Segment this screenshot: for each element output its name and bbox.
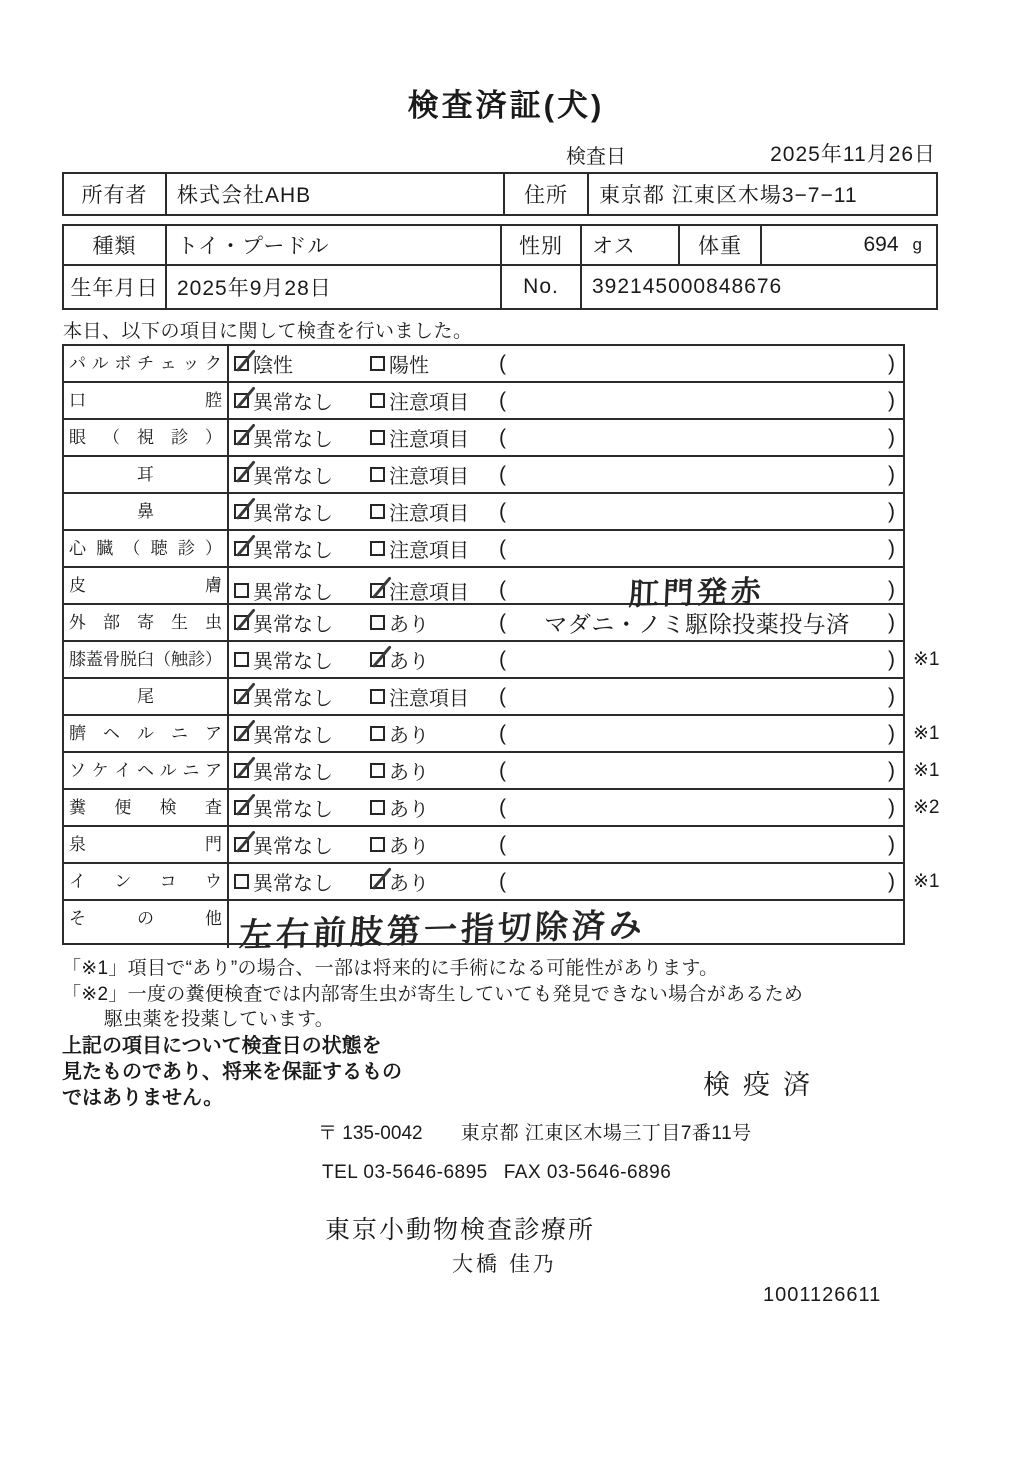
checkbox-2[interactable] xyxy=(370,652,385,667)
item-label: 膝蓋骨脱臼（触診） xyxy=(64,642,229,677)
footnote-mark xyxy=(905,420,949,455)
option-2-label: あり xyxy=(389,651,429,673)
option-2-label: 注意項目 xyxy=(389,392,469,414)
option-2-label: 注意項目 xyxy=(389,688,469,710)
option-2[interactable] xyxy=(365,864,495,899)
option-1-label: 陰性 xyxy=(253,355,293,377)
checklist-row xyxy=(64,383,903,420)
postal-code: 〒 135-0042 xyxy=(318,1123,423,1144)
weight-number: 694 xyxy=(863,233,899,256)
option-1[interactable] xyxy=(229,679,365,714)
exam-date-label: 検査日 xyxy=(566,146,626,168)
checkbox-1[interactable] xyxy=(234,467,249,482)
checkbox-2[interactable] xyxy=(370,726,385,741)
checkbox-1[interactable] xyxy=(234,837,249,852)
checkbox-1[interactable] xyxy=(234,430,249,445)
checkbox-2[interactable] xyxy=(370,615,385,630)
option-1[interactable] xyxy=(229,531,365,566)
open-paren: ( xyxy=(499,832,506,856)
checkbox-1[interactable] xyxy=(234,504,249,519)
option-1[interactable] xyxy=(229,494,365,529)
item-label: 糞 便 検 査 xyxy=(64,790,229,825)
option-2-label: 注意項目 xyxy=(389,540,469,562)
owner-name: 株式会社AHB xyxy=(167,174,505,214)
disclaimer-line-2: 見たものであり、将来を保証するもの xyxy=(62,1061,402,1083)
owner-row xyxy=(64,174,936,214)
item-label: 皮 膚 xyxy=(64,568,229,612)
owner-label: 所有者 xyxy=(64,174,167,214)
remarks-field[interactable] xyxy=(495,605,903,640)
checklist-row xyxy=(64,679,903,716)
checkbox-2[interactable] xyxy=(370,800,385,815)
item-label: 外 部 寄 生 虫 xyxy=(64,605,229,640)
option-2-label: あり xyxy=(389,725,429,747)
weight-label: 体重 xyxy=(680,226,762,264)
checkbox-2[interactable] xyxy=(370,689,385,704)
no-value: 392145000848676 xyxy=(592,275,783,298)
remarks-field[interactable] xyxy=(495,827,903,862)
footnote-mark: ※1 xyxy=(913,760,940,781)
option-1[interactable] xyxy=(229,383,365,418)
item-label: 心 臓 （ 聴 診 ） xyxy=(64,531,229,566)
open-paren: ( xyxy=(499,647,506,671)
checklist-row xyxy=(64,346,903,383)
option-2-label: あり xyxy=(389,614,429,636)
open-paren: ( xyxy=(499,351,506,375)
item-label: 耳 xyxy=(64,457,229,492)
option-1[interactable] xyxy=(229,790,365,825)
remarks-field[interactable] xyxy=(495,679,903,714)
checklist-row xyxy=(64,716,940,753)
checkbox-2[interactable] xyxy=(370,467,385,482)
open-paren: ( xyxy=(499,578,506,601)
checkbox-2[interactable] xyxy=(370,583,385,598)
remarks-field[interactable] xyxy=(495,457,903,492)
checkbox-1[interactable] xyxy=(234,652,249,667)
item-label: 泉 門 xyxy=(64,827,229,862)
birth-row xyxy=(64,266,936,308)
owner-address: 東京都 江東区木場3−7−11 xyxy=(599,184,858,207)
checkbox-1[interactable] xyxy=(234,689,249,704)
option-2-label: 陽性 xyxy=(389,355,429,377)
remarks-field[interactable] xyxy=(495,531,903,566)
checkbox-1[interactable] xyxy=(234,583,249,598)
footnote-2-cont: 駆虫薬を投薬しています。 xyxy=(104,1009,335,1030)
option-2[interactable] xyxy=(365,605,495,640)
remarks-text: 肛門発赤 xyxy=(628,575,766,612)
footnote-mark: ※2 xyxy=(913,797,940,818)
close-paren: ) xyxy=(888,499,895,523)
remarks-field[interactable] xyxy=(495,383,903,418)
footnote-mark xyxy=(905,531,949,566)
option-1-label: 異常なし xyxy=(253,503,333,525)
option-1[interactable] xyxy=(229,605,365,640)
option-2-label: あり xyxy=(389,799,429,821)
option-1-label: 異常なし xyxy=(253,762,333,784)
breed-row xyxy=(64,226,936,266)
item-label: ソ ケ イ ヘ ル ニ ア xyxy=(64,753,229,788)
open-paren: ( xyxy=(499,721,506,745)
item-label: 眼 （ 視 診 ） xyxy=(64,420,229,455)
option-2-label: あり xyxy=(389,836,429,858)
option-1[interactable] xyxy=(229,753,365,788)
option-1[interactable] xyxy=(229,457,365,492)
clinic-fax: FAX 03-5646-6896 xyxy=(503,1162,672,1183)
pet-info-table xyxy=(62,224,938,310)
option-1[interactable] xyxy=(229,827,365,862)
birth-value: 2025年9月28日 xyxy=(167,266,502,308)
exam-date-value: 2025年11月26日 xyxy=(770,143,936,166)
option-2[interactable] xyxy=(365,531,495,566)
checkbox-2[interactable] xyxy=(370,541,385,556)
breed-value: トイ・プードル xyxy=(167,226,502,264)
option-2-label: 注意項目 xyxy=(389,503,469,525)
checkbox-2[interactable] xyxy=(370,430,385,445)
serial-number: 1001126611 xyxy=(763,1284,882,1306)
checkbox-2[interactable] xyxy=(370,393,385,408)
close-paren: ) xyxy=(888,578,895,601)
option-2[interactable] xyxy=(365,753,495,788)
remarks-field[interactable] xyxy=(495,346,903,381)
close-paren: ) xyxy=(888,351,895,375)
footnote-mark xyxy=(905,605,949,640)
option-1-label: 異常なし xyxy=(253,873,333,895)
item-label: 口 腔 xyxy=(64,383,229,418)
open-paren: ( xyxy=(499,684,506,708)
quarantine-stamp: 検疫済 xyxy=(703,1070,823,1100)
option-1-label: 異常なし xyxy=(253,429,333,451)
disclaimer-line-3: ではありません。 xyxy=(62,1087,224,1109)
option-2[interactable] xyxy=(365,642,495,677)
other-row xyxy=(64,901,903,954)
checkbox-2[interactable] xyxy=(370,874,385,889)
checklist-row xyxy=(64,827,903,864)
page-title: 検査済証(犬) xyxy=(407,88,605,123)
sex-label: 性別 xyxy=(502,226,582,264)
checkbox-1[interactable] xyxy=(234,726,249,741)
checklist-row xyxy=(64,531,903,568)
option-1[interactable] xyxy=(229,716,365,751)
close-paren: ) xyxy=(888,462,895,486)
open-paren: ( xyxy=(499,758,506,782)
item-label: パ ル ボ チ ェ ッ ク xyxy=(64,346,229,381)
no-label: No. xyxy=(502,266,582,308)
checklist-row xyxy=(64,605,903,642)
close-paren: ) xyxy=(888,721,895,745)
birth-label: 生年月日 xyxy=(64,266,167,308)
close-paren: ) xyxy=(888,684,895,708)
remarks-field[interactable] xyxy=(495,420,903,455)
remarks-field[interactable] xyxy=(495,494,903,529)
owner-table xyxy=(62,172,938,216)
breed-label: 種類 xyxy=(64,226,167,264)
checkbox-1[interactable] xyxy=(234,800,249,815)
item-label: そ の 他 xyxy=(64,901,229,948)
sex-value: オス xyxy=(582,226,680,264)
option-1[interactable] xyxy=(229,346,365,381)
open-paren: ( xyxy=(499,795,506,819)
option-1-label: 異常なし xyxy=(253,540,333,562)
weight-value xyxy=(762,226,936,264)
option-2[interactable] xyxy=(365,420,495,455)
footnote-mark xyxy=(905,383,949,418)
option-2[interactable] xyxy=(365,679,495,714)
open-paren: ( xyxy=(499,388,506,412)
examiner-name: 大橋 佳乃 xyxy=(452,1253,557,1276)
close-paren: ) xyxy=(888,610,895,634)
option-1[interactable] xyxy=(229,864,365,899)
open-paren: ( xyxy=(499,425,506,449)
footnote-mark xyxy=(905,679,949,714)
other-value[interactable]: 左右前肢第一指切除済み xyxy=(238,905,647,954)
open-paren: ( xyxy=(499,869,506,893)
footnote-mark: ※1 xyxy=(913,723,940,744)
option-2[interactable] xyxy=(365,716,495,751)
checkbox-1[interactable] xyxy=(234,615,249,630)
open-paren: ( xyxy=(499,536,506,560)
footnote-2: 「※2」一度の糞便検査では内部寄生虫が寄生していても発見できない場合があるため xyxy=(62,984,804,1005)
option-1-label: 異常なし xyxy=(253,651,333,673)
option-1-label: 異常なし xyxy=(253,466,333,488)
checklist-row xyxy=(64,642,940,679)
clinic-postal-line xyxy=(318,1118,752,1145)
checklist-row xyxy=(64,457,903,494)
checkbox-1[interactable] xyxy=(234,393,249,408)
option-1-label: 異常なし xyxy=(253,581,333,604)
option-2-label: 注意項目 xyxy=(389,466,469,488)
checkbox-1[interactable] xyxy=(234,874,249,889)
item-label: 尾 xyxy=(64,679,229,714)
remarks-field[interactable] xyxy=(495,790,903,825)
disclaimer-text xyxy=(62,1033,402,1111)
checklist-row xyxy=(64,420,903,457)
checklist-row xyxy=(64,753,940,790)
option-2[interactable] xyxy=(365,457,495,492)
footnote-mark xyxy=(905,494,949,529)
close-paren: ) xyxy=(888,832,895,856)
open-paren: ( xyxy=(499,610,506,634)
remarks-field[interactable] xyxy=(495,753,903,788)
checklist-row xyxy=(64,790,940,827)
option-1-label: 異常なし xyxy=(253,836,333,858)
close-paren: ) xyxy=(888,425,895,449)
checkbox-1[interactable] xyxy=(234,356,249,371)
clinic-name: 東京小動物検査診療所 xyxy=(325,1216,596,1244)
clinic-tel: TEL 03-5646-6895 xyxy=(322,1162,488,1183)
checkbox-1[interactable] xyxy=(234,541,249,556)
item-label: イ ン コ ウ xyxy=(64,864,229,899)
remarks-text: マダニ・ノミ駆除投薬投与済 xyxy=(544,611,850,637)
close-paren: ) xyxy=(888,758,895,782)
option-2-label: あり xyxy=(389,873,429,895)
option-2[interactable] xyxy=(365,494,495,529)
open-paren: ( xyxy=(499,462,506,486)
checkbox-1[interactable] xyxy=(234,763,249,778)
close-paren: ) xyxy=(888,869,895,893)
option-1-label: 異常なし xyxy=(253,392,333,414)
checklist-row xyxy=(64,568,903,612)
option-2[interactable] xyxy=(365,346,495,381)
footnote-mark xyxy=(905,346,949,381)
footnote-mark xyxy=(905,568,949,603)
item-label: 臍 ヘ ル ニ ア xyxy=(64,716,229,751)
checkbox-2[interactable] xyxy=(370,504,385,519)
footnote-mark: ※1 xyxy=(913,649,940,670)
option-2-label: 注意項目 xyxy=(389,429,469,451)
option-1-label: 異常なし xyxy=(253,688,333,710)
disclaimer-line-1: 上記の項目について検査日の状態を xyxy=(62,1035,382,1057)
option-1-label: 異常なし xyxy=(253,614,333,636)
checkbox-2[interactable] xyxy=(370,763,385,778)
address-label: 住所 xyxy=(505,174,589,214)
intro-text: 本日、以下の項目に関して検査を行いました。 xyxy=(63,321,473,342)
option-2[interactable] xyxy=(365,827,495,862)
checklist-row xyxy=(64,494,903,531)
weight-unit: g xyxy=(912,235,922,254)
close-paren: ) xyxy=(888,647,895,671)
option-2-label: 注意項目 xyxy=(389,581,469,604)
option-2[interactable] xyxy=(365,790,495,825)
option-1[interactable] xyxy=(229,642,365,677)
clinic-tel-line xyxy=(322,1162,671,1184)
close-paren: ) xyxy=(888,795,895,819)
option-2[interactable] xyxy=(365,383,495,418)
open-paren: ( xyxy=(499,499,506,523)
checkbox-2[interactable] xyxy=(370,837,385,852)
option-1-label: 異常なし xyxy=(253,725,333,747)
remarks-field[interactable] xyxy=(495,642,903,677)
close-paren: ) xyxy=(888,536,895,560)
checkbox-2[interactable] xyxy=(370,356,385,371)
checklist-table xyxy=(62,344,940,954)
footnote-mark xyxy=(905,457,949,492)
footnote-1: 「※1」項目で“あり”の場合、一部は将来的に手術になる可能性があります。 xyxy=(62,958,719,979)
option-1[interactable] xyxy=(229,420,365,455)
close-paren: ) xyxy=(888,388,895,412)
option-2-label: あり xyxy=(389,762,429,784)
item-label: 鼻 xyxy=(64,494,229,529)
footnote-mark xyxy=(905,827,949,862)
footnote-mark: ※1 xyxy=(913,871,940,892)
remarks-field[interactable] xyxy=(495,716,903,751)
option-1-label: 異常なし xyxy=(253,799,333,821)
clinic-address: 東京都 江東区木場三丁目7番11号 xyxy=(460,1123,752,1144)
